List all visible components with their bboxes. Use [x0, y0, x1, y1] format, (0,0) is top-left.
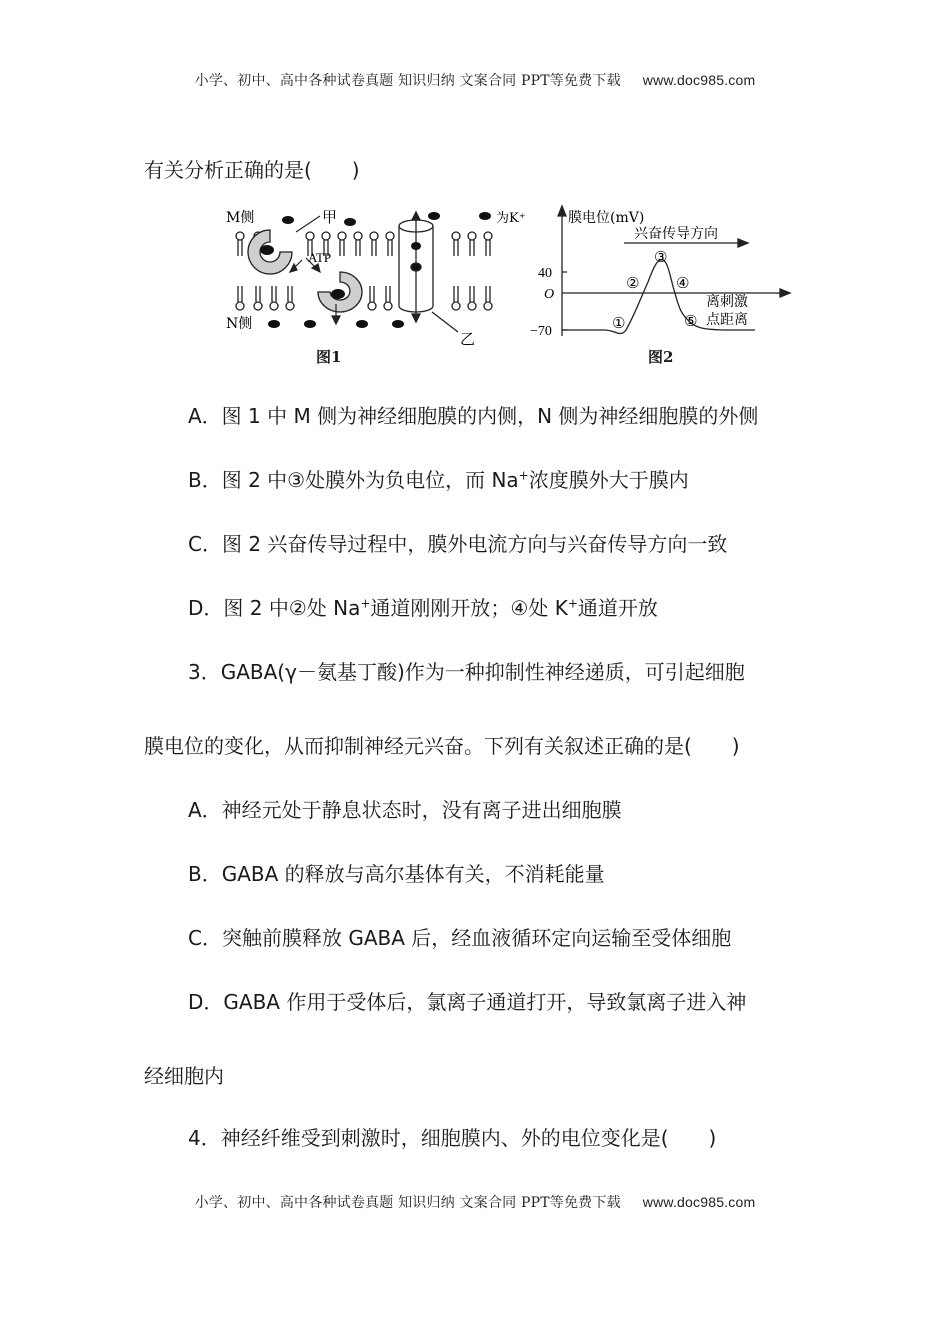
page-header: [0, 70, 950, 90]
footer-text: 小学、初中、高中各种试卷真题 知识归纳 文案合同 PPT等免费下载: [194, 1195, 621, 1211]
q3-option-a: A．神经元处于静息状态时，没有离子进出细胞膜: [188, 798, 622, 822]
figure1-caption: 图1: [316, 348, 342, 366]
question-stem-tail: 有关分析正确的是( ): [144, 158, 360, 182]
header-url[interactable]: www.doc985.com: [642, 72, 756, 88]
tick-0: O: [544, 287, 555, 302]
q4-stem: 4．神经纤维受到刺激时，细胞膜内、外的电位变化是( ): [188, 1126, 717, 1150]
x-axis-label-line1: 离刺激: [706, 294, 748, 310]
point-3: ③: [654, 248, 668, 266]
label-k: 为K⁺: [496, 211, 526, 226]
q2-option-d: D．图 2 中②处 Na+通道刚刚开放；④处 K+通道开放: [188, 596, 658, 620]
figure2-potential-graph: [530, 200, 792, 348]
q2-option-c: C．图 2 兴奋传导过程中，膜外电流方向与兴奋传导方向一致: [188, 532, 728, 556]
x-axis-label-line2: 点距离: [706, 312, 748, 328]
tick-40: 40: [538, 266, 552, 281]
label-m-side: M侧: [226, 210, 255, 226]
label-atp: ATP: [308, 250, 332, 265]
q2-option-a: A．图 1 中 M 侧为神经细胞膜的内侧，N 侧为神经细胞膜的外侧: [188, 404, 759, 428]
carrier-protein-lower: [318, 272, 362, 312]
point-2: ②: [626, 274, 640, 292]
figure1-membrane-diagram: [222, 200, 542, 350]
direction-label: 兴奋传导方向: [634, 226, 718, 242]
label-n-side: N侧: [226, 316, 253, 332]
y-axis-label: 膜电位(mV): [568, 210, 645, 226]
label-yi: 乙: [460, 330, 476, 348]
q3-stem-line2: 膜电位的变化，从而抑制神经元兴奋。下列有关叙述正确的是( ): [144, 734, 740, 758]
ion-dots: [268, 212, 491, 328]
page-footer: [0, 1192, 950, 1212]
q3-option-d-line2: 经细胞内: [144, 1064, 224, 1088]
lower-phospholipid-row: [236, 286, 492, 310]
header-text: 小学、初中、高中各种试卷真题 知识归纳 文案合同 PPT等免费下载: [194, 73, 621, 89]
q2-option-b: B．图 2 中③处膜外为负电位，而 Na+浓度膜外大于膜内: [188, 468, 689, 492]
tick-neg70: −70: [530, 324, 552, 339]
carrier-protein-jia: [248, 230, 292, 274]
point-4: ④: [676, 274, 690, 292]
upper-phospholipid-row: [236, 232, 492, 256]
point-5: ⑤: [684, 312, 698, 330]
footer-url[interactable]: www.doc985.com: [642, 1194, 756, 1210]
label-jia: 甲: [322, 208, 338, 226]
q3-option-c: C．突触前膜释放 GABA 后，经血液循环定向运输至受体细胞: [188, 926, 732, 950]
q3-option-d-line1: D．GABA 作用于受体后，氯离子通道打开，导致氯离子进入神: [188, 990, 747, 1014]
point-1: ①: [612, 314, 626, 332]
q3-option-b: B．GABA 的释放与高尔基体有关，不消耗能量: [188, 862, 605, 886]
q3-stem-line1: 3．GABA(γ－氨基丁酸)作为一种抑制性神经递质，可引起细胞: [188, 660, 745, 684]
figure2-caption: 图2: [648, 348, 674, 366]
channel-protein-yi: [399, 212, 458, 332]
